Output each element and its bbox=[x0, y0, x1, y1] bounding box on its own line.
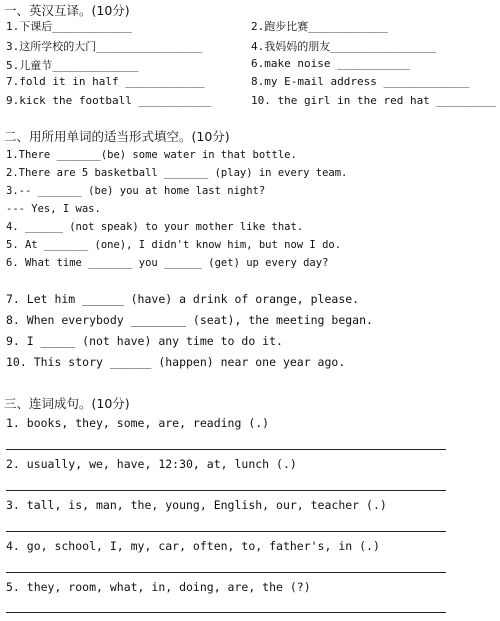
s2-item-5: 5. At _______ (one), I didn't know him, but now I do. bbox=[6, 239, 342, 251]
s3-item-4: 4. go, school, I, my, car, often, to, father's, in (.) bbox=[6, 539, 380, 553]
s2-item-9: 9. I _____ (not have) any time to do it. bbox=[6, 334, 283, 348]
s1-item-5: 5.儿童节_____________ bbox=[6, 59, 139, 72]
s2-item-3-answer: --- Yes, I was. bbox=[6, 203, 101, 215]
s3-answer-line-5 bbox=[6, 612, 446, 613]
s1-item-3: 3.这所学校的大门________________ bbox=[6, 40, 203, 53]
s2-item-4: 4. ______ (not speak) to your mother like that. bbox=[6, 221, 304, 233]
s2-item-1: 1.There _______(be) some water in that bottle. bbox=[6, 149, 297, 161]
s3-item-1: 1. books, they, some, are, reading (.) bbox=[6, 416, 270, 430]
s1-item-2: 2.跑步比赛____________ bbox=[251, 20, 388, 33]
s1-item-7: 7.fold it in half ____________ bbox=[6, 75, 205, 88]
s1-item-10: 10. the girl in the red hat _________ bbox=[251, 94, 497, 107]
s3-item-5: 5. they, room, what, in, doing, are, the (?) bbox=[6, 580, 311, 594]
s2-item-6: 6. What time _______ you ______ (get) up every day? bbox=[6, 257, 329, 269]
s1-item-9: 9.kick the football ___________ bbox=[6, 94, 212, 107]
s3-item-2: 2. usually, we, have, 12:30, at, lunch (.) bbox=[6, 457, 297, 471]
s3-answer-line-3 bbox=[6, 531, 446, 532]
section3-title: 三、连词成句。(10分) bbox=[4, 396, 130, 411]
s2-item-8: 8. When everybody ________ (seat), the meeting began. bbox=[6, 313, 373, 327]
s3-answer-line-4 bbox=[6, 572, 446, 573]
section1-title: 一、英汉互译。(10分) bbox=[4, 3, 130, 18]
s2-item-2: 2.There are 5 basketball _______ (play) in every team. bbox=[6, 167, 348, 179]
s3-answer-line-1 bbox=[6, 449, 446, 450]
s3-item-3: 3. tall, is, man, the, young, English, our, teacher (.) bbox=[6, 498, 387, 512]
s1-item-8: 8.my E-mail address _____________ bbox=[251, 75, 470, 88]
s3-answer-line-2 bbox=[6, 490, 446, 491]
section2-title: 二、用所用单词的适当形式填空。(10分) bbox=[4, 129, 230, 144]
s2-item-3: 3.-- _______ (be) you at home last night? bbox=[6, 185, 266, 197]
s1-item-6: 6.make noise ___________ bbox=[251, 57, 410, 70]
s1-item-1: 1.下课后____________ bbox=[6, 20, 132, 33]
s2-item-10: 10. This story ______ (happen) near one year ago. bbox=[6, 355, 346, 369]
s2-item-7: 7. Let him ______ (have) a drink of orange, please. bbox=[6, 292, 360, 306]
s1-item-4: 4.我妈妈的朋友________________ bbox=[251, 40, 437, 53]
